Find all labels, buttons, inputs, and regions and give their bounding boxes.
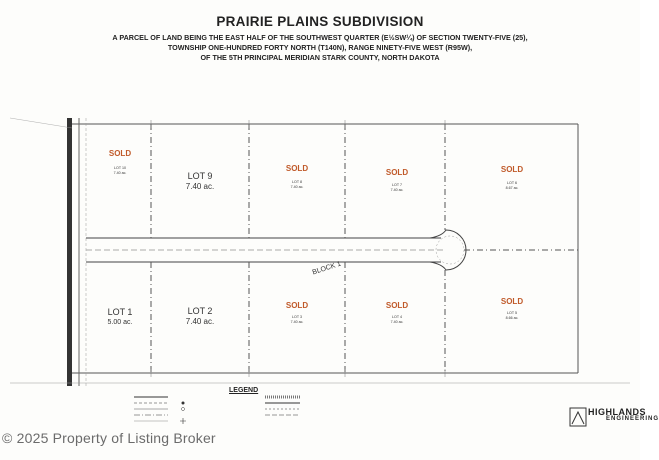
lot-3 [272,302,322,324]
lot-area: 7.40 ac. [290,184,304,189]
lot-number: LOT 4 [392,315,402,319]
lot-4 [372,302,422,324]
subtitle-line-3: OF THE 5TH PRINCIPAL MERIDIAN STARK COUNTY, NORTH DAKOTA [200,53,440,62]
lot-status: SOLD [108,149,132,158]
logo-subtitle: ENGINEERING [606,416,659,422]
lot-status: SOLD [285,164,309,173]
lot-number: LOT 1 [107,307,133,317]
west-road-edge [67,118,72,386]
lot-8 [272,165,322,189]
watermark: © 2025 Property of Listing Broker [2,430,216,446]
block-label: BLOCK 1 [311,260,342,277]
subdivision-title: PRAIRIE PLAINS SUBDIVISION [216,14,424,29]
lot-area: 7.40 ac. [185,317,215,326]
leader-line-nw [10,118,72,128]
lot-10 [95,150,145,175]
lot-area: 8.67 ac. [505,185,519,190]
lot-area: 5.00 ac. [107,319,133,326]
lot-9 [172,172,228,191]
lot-area: 7.40 ac. [390,187,404,192]
lot-area: 8.66 ac. [505,315,519,320]
legend-title: LEGEND [229,387,259,394]
lot-status: SOLD [385,301,409,310]
lot-6 [487,166,537,190]
lot-7 [372,169,422,192]
lot-2 [172,307,228,326]
lot-number: LOT 8 [292,180,302,184]
lot-number: LOT 6 [507,181,517,185]
lot-status: SOLD [285,301,309,310]
subtitle-line-1: A PARCEL OF LAND BEING THE EAST HALF OF THE SOUTHWEST QUARTER (E½SW¼) OF SECTION TWENTY-FIVE (25), [112,33,528,42]
lot-number: LOT 7 [392,183,402,187]
lot-1 [95,308,145,326]
lot-status: SOLD [500,297,524,306]
lot-status: SOLD [500,165,524,174]
lot-number: LOT 9 [187,171,213,181]
lot-number: LOT 3 [292,315,302,319]
lot-area: 7.40 ac. [390,319,404,324]
lot-5 [487,298,537,320]
lot-area: 7.40 ac. [113,170,127,175]
subtitle-line-2: TOWNSHIP ONE-HUNDRED FORTY NORTH (T140N), RANGE NINETY-FIVE WEST (R95W), [167,43,473,52]
legend-lines [134,397,300,424]
lot-number: LOT 10 [114,166,126,170]
cul-de-sac [430,230,466,270]
lot-area: 7.40 ac. [185,182,215,191]
logo-brand: HIGHLANDS [588,407,646,417]
lot-number: LOT 2 [187,306,213,316]
lot-status: SOLD [385,168,409,177]
lot-number: LOT 5 [507,311,517,315]
lot-area: 7.40 ac. [290,319,304,324]
company-logo [566,405,659,433]
